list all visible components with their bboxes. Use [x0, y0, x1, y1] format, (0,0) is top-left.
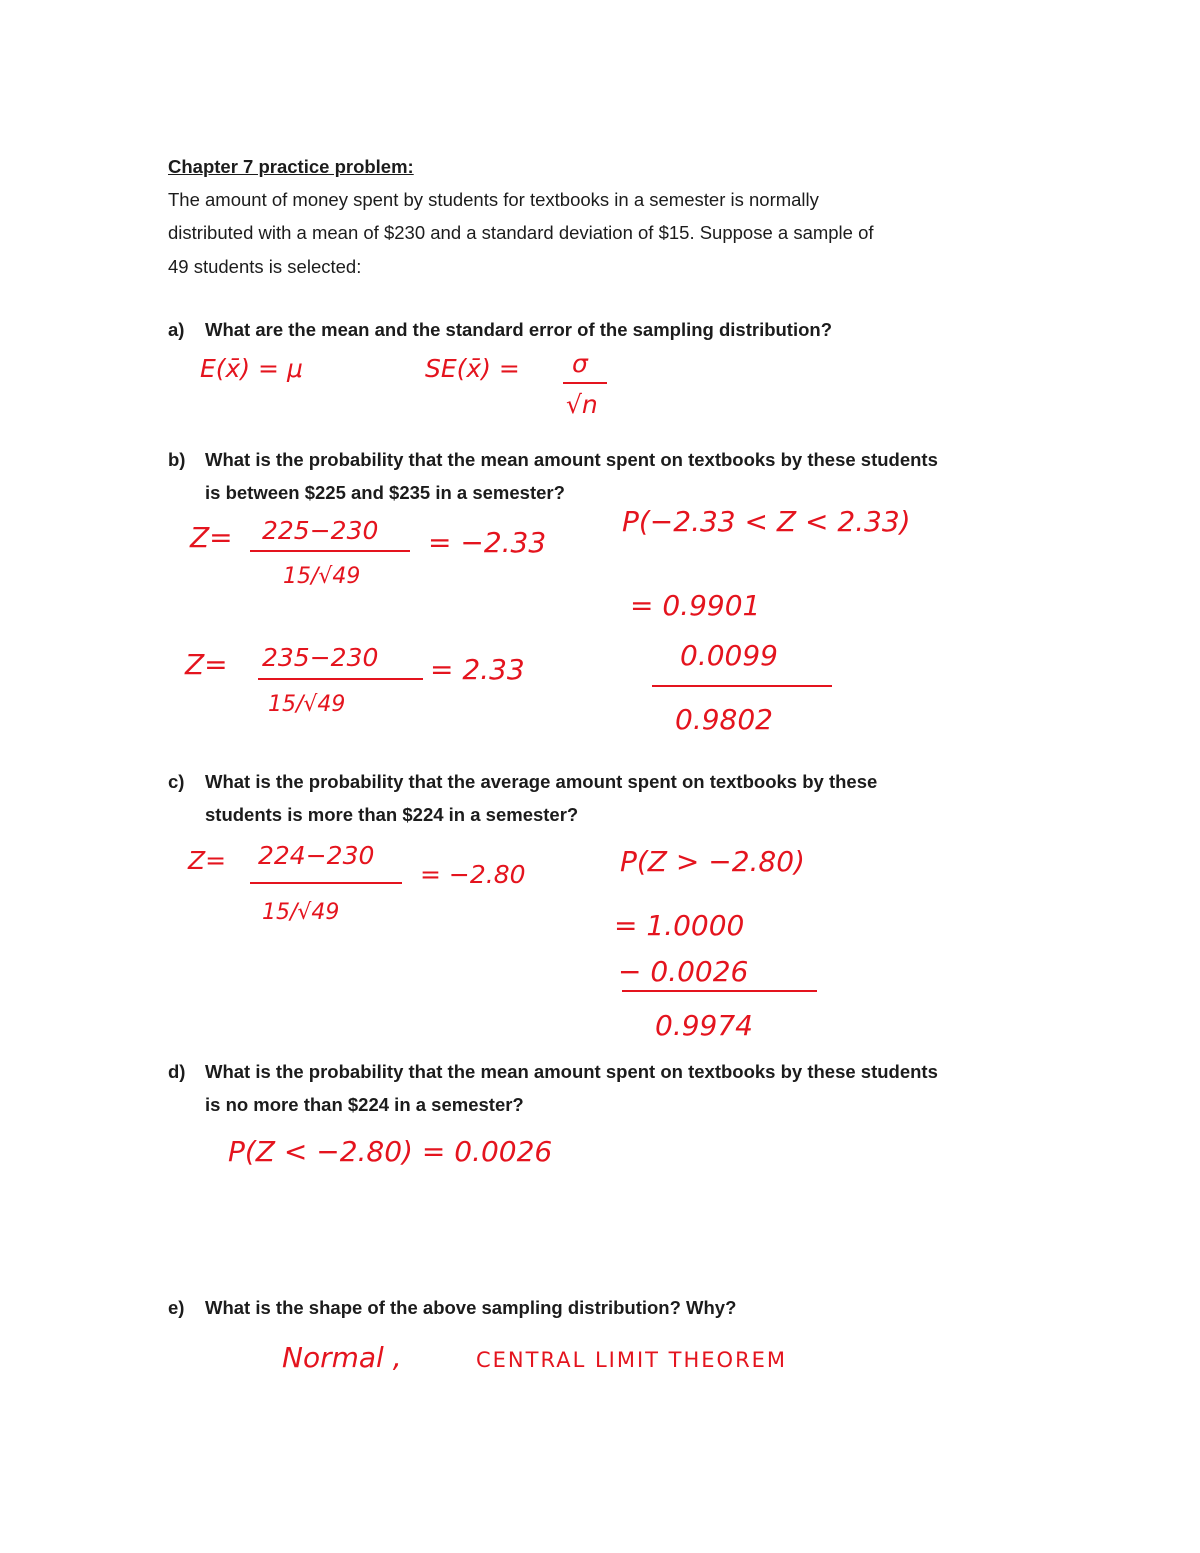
answer-b-z1-denominator: 15/√49 [283, 564, 361, 589]
answer-b-value-3: 0.9802 [675, 703, 773, 736]
answer-b-z2-label: Z= [185, 648, 228, 681]
answer-b-z1-label: Z= [190, 521, 233, 554]
answer-c-value-3: 0.9974 [655, 1009, 753, 1042]
intro-line-1: The amount of money spent by students for textbooks in a semester is normally [168, 189, 819, 210]
answer-b-probability: P(−2.33 < Z < 2.33) [622, 505, 911, 538]
question-e-text: What is the shape of the above sampling distribution? Why? [205, 1297, 737, 1318]
question-b-text-2: is between $225 and $235 in a semester? [205, 482, 565, 503]
answer-a-mean: E(x̄) = μ [200, 354, 303, 383]
question-a-label: a) [168, 319, 185, 340]
answer-b-subtraction-bar [652, 685, 832, 687]
answer-b-z1-bar [250, 550, 410, 552]
answer-c-value-2: − 0.0026 [618, 955, 749, 988]
answer-c-z-denominator: 15/√49 [262, 900, 340, 925]
question-c-text-2: students is more than $224 in a semester? [205, 804, 579, 825]
question-e-label: e) [168, 1297, 185, 1318]
answer-a-root-n: √n [566, 390, 598, 419]
answer-b-z2-numerator: 235−230 [262, 643, 379, 672]
answer-c-z-result: = −2.80 [420, 860, 526, 889]
answer-e-reason: CENTRAL LIMIT THEOREM [476, 1348, 788, 1372]
answer-b-z1-result: = −2.33 [428, 526, 547, 559]
question-c-text-1: What is the probability that the average amount spent on textbooks by these [205, 771, 878, 792]
answer-c-z-label: Z= [188, 846, 227, 875]
answer-b-z1-numerator: 225−230 [262, 516, 379, 545]
question-d-text-1: What is the probability that the mean amount spent on textbooks by these students [205, 1061, 938, 1082]
answer-c-z-numerator: 224−230 [258, 841, 375, 870]
answer-b-z2-denominator: 15/√49 [268, 692, 346, 717]
question-d-label: d) [168, 1061, 186, 1082]
answer-b-value-2: 0.0099 [680, 639, 778, 672]
question-b-text-1: What is the probability that the mean amount spent on textbooks by these students [205, 449, 938, 470]
answer-d: P(Z < −2.80) = 0.0026 [228, 1135, 553, 1168]
answer-b-z2-result: = 2.33 [430, 653, 525, 686]
question-c-label: c) [168, 771, 185, 792]
answer-c-subtraction-bar [622, 990, 817, 992]
answer-b-value-1: = 0.9901 [630, 589, 761, 622]
answer-c-z-bar [250, 882, 402, 884]
answer-a-se: SE(x̄) = [425, 354, 520, 383]
worksheet-title: Chapter 7 practice problem: [168, 156, 414, 177]
intro-line-3: 49 students is selected: [168, 256, 362, 277]
question-d-text-2: is no more than $224 in a semester? [205, 1094, 524, 1115]
answer-e-shape: Normal , [282, 1341, 402, 1374]
question-b-label: b) [168, 449, 186, 470]
answer-c-value-1: = 1.0000 [614, 909, 745, 942]
intro-line-2: distributed with a mean of $230 and a standard deviation of $15. Suppose a sample of [168, 222, 874, 243]
answer-c-probability: P(Z > −2.80) [620, 845, 805, 878]
answer-b-z2-bar [258, 678, 423, 680]
answer-a-sigma: σ [572, 349, 588, 378]
answer-a-fraction-bar [563, 382, 607, 384]
question-a-text: What are the mean and the standard error of the sampling distribution? [205, 319, 833, 340]
